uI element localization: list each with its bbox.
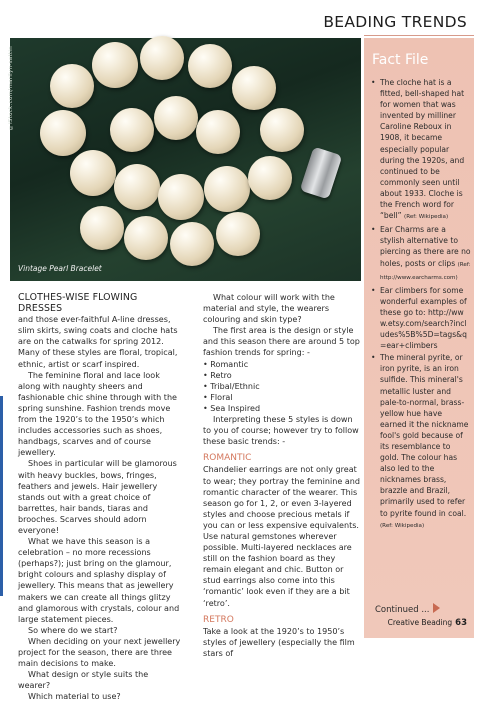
fact-ref: (Ref: http://www.earcharms.com) xyxy=(380,261,471,281)
bullet-icon: • xyxy=(371,285,376,295)
pearl xyxy=(196,110,240,154)
pearl xyxy=(40,110,86,156)
photo-credit: ©iStock.com/marilyn-sattin xyxy=(8,46,14,131)
bullet-icon: • xyxy=(371,78,376,87)
article-paragraph: What colour will work with the material and style, the wearers colouring and skin type? xyxy=(203,293,335,325)
bullet-icon: • xyxy=(371,353,376,363)
magazine-name: Creative Beading xyxy=(387,618,453,627)
article-paragraph: Interpreting these 5 styles is down to you of course; however try to follow these basic trends: - xyxy=(203,415,359,447)
article-paragraph: Which material to use? xyxy=(28,692,121,702)
pearl xyxy=(232,66,276,110)
article-paragraph: Shoes in particular will be glamorous with heavy buckles, bows, fringes, feathers and jewels. Hair jewellery stands out with a great choice of barrettes, hair bands, tiaras and brooches. Scarves should adorn everyone! xyxy=(18,459,177,535)
bracelet-clasp xyxy=(300,146,343,199)
article-paragraph: The feminine floral and lace look along with naughty sheers and fashionable chic shine through with the spring sunshine. Fashion trends move from the 1920’s to the 1950’s which includes accessories such as shoes, handbags, scarves and of course jewellery. xyxy=(18,370,177,458)
edge-marker xyxy=(0,396,3,596)
fact-item xyxy=(371,77,471,223)
trend-item: • Retro xyxy=(203,370,232,380)
photo-caption: Vintage Pearl Bracelet xyxy=(18,264,102,273)
fact-list xyxy=(371,77,471,533)
fact-ref: (Ref: Wikipedia) xyxy=(380,522,425,529)
pearl xyxy=(50,64,94,108)
continued-link[interactable] xyxy=(375,603,440,615)
article-paragraph: When deciding on your next jewellery project for the season, there are three main decisions to make. xyxy=(18,636,181,669)
pearl-bracelet-photo xyxy=(10,38,361,281)
fact-file-sidebar xyxy=(364,38,474,638)
trend-item: • Sea Inspired xyxy=(203,403,261,413)
fact-text: Ear climbers for some wonderful examples of these go to: http://www.etsy.com/search?includes%5B%5D=tags&q=ear+climbers xyxy=(380,285,467,351)
pearl xyxy=(92,42,138,88)
trend-item: • Tribal/Ethnic xyxy=(203,381,260,391)
article-paragraph: So where do we start? xyxy=(28,625,118,635)
article-paragraph: What we have this season is a celebration – no more recessions (perhaps?); just bring on the glamour, bright colours and splashy display of jewellery. This means that as jewellery makers we can create all things glitzy and glamorous with crystals, colour and large statement pieces. xyxy=(18,537,180,624)
page-number: 63 xyxy=(455,618,467,628)
retro-heading: RETRO xyxy=(203,614,234,625)
fact-item xyxy=(371,224,471,283)
article-paragraph: Take a look at the 1920’s to 1950’s styles of jewellery (especially the film stars of xyxy=(203,626,355,658)
trend-item: • Floral xyxy=(203,392,233,402)
arrow-right-icon xyxy=(433,603,440,613)
pearl xyxy=(188,44,232,88)
pearl xyxy=(248,156,292,200)
continued-label: Continued ... xyxy=(375,605,430,615)
article-paragraph: What design or style suits the wearer? xyxy=(18,670,149,691)
article-subheading: CLOTHES-WISE FLOWING DRESSES xyxy=(18,292,138,315)
pearl xyxy=(124,216,168,260)
fact-text: Ear Charms are a stylish alternative to piercing as there are no holes, posts or clips xyxy=(380,225,471,268)
pearl xyxy=(204,166,250,212)
pearl xyxy=(80,206,124,250)
pearl xyxy=(158,174,204,220)
fact-item xyxy=(371,285,471,352)
article-column-1 xyxy=(18,292,182,702)
pearl xyxy=(110,108,154,152)
bullet-icon: • xyxy=(371,225,376,235)
article-column-2 xyxy=(203,292,360,659)
page-footer xyxy=(388,618,467,628)
pearl xyxy=(114,164,160,210)
fact-file-title: Fact File xyxy=(372,52,429,68)
fact-ref: (Ref: Wikipedia) xyxy=(404,214,449,221)
fact-text: The mineral pyrite, or iron pyrite, is an iron sulfide. This mineral's metallic luster and pale-to-normal, brass-yellow hue have earned it the nickname fool's gold because of its resemblance to gold. The colour has also led to the nicknames brass, brazzle and Brazil, primarily used to refer to pyrite found in coal. xyxy=(380,353,469,518)
header-rule xyxy=(364,35,474,36)
section-title: BEADING TRENDS xyxy=(323,13,467,31)
pearl xyxy=(170,222,214,266)
article-paragraph: The first area is the design or style and this season there are around 5 top fashion trends for spring: - xyxy=(203,326,360,358)
fact-text: The cloche hat is a fitted, bell-shaped hat for women that was invented by milliner Caroline Reboux in 1908, it became especially popular during the 1920s, and continued to be commonly seen until about 1933. Cloche is the French word for “bell” xyxy=(380,78,465,221)
pearl xyxy=(140,36,184,80)
article-paragraph: and those ever-faithful A-line dresses, slim skirts, swing coats and cloche hats are on the catwalks for spring 2012. Many of these styles are floral, tropical, ethnic, artist or scarf inspired. xyxy=(18,315,178,369)
romantic-heading: ROMANTIC xyxy=(203,453,252,464)
pearl xyxy=(260,108,304,152)
fact-item xyxy=(371,352,471,532)
trend-list xyxy=(203,359,360,414)
article-paragraph: Chandelier earrings are not only great to wear; they portray the feminine and romantic character of the wearer. This season go for 1, 2, or even 3-layered styles and choose precious metals if you can or less expensive equivalents. Use natural gemstones wherever possible. Multi-layered necklaces are still on the fashion board as they remain elegant and chic. Button or stud earrings also come into this ‘romantic’ look even if they are a bit ‘retro’. xyxy=(203,465,360,608)
pearl xyxy=(154,96,198,140)
pearl xyxy=(70,150,116,196)
trend-item: • Romantic xyxy=(203,359,249,369)
pearl xyxy=(216,212,260,256)
